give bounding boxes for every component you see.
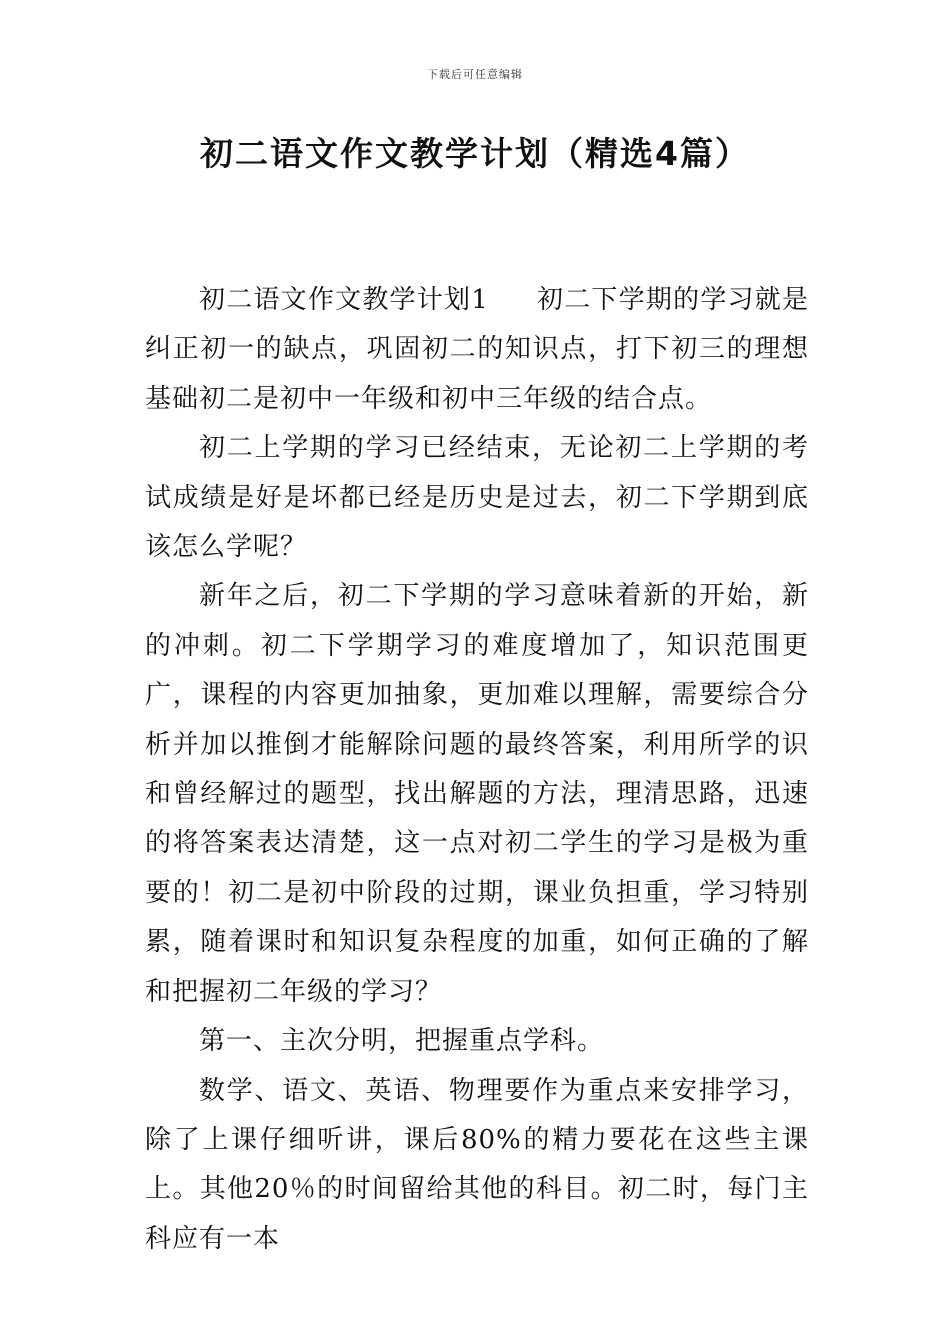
document-title: 初二语文作文教学计划（精选4篇）: [200, 134, 750, 173]
paragraph-1: [145, 276, 809, 424]
paragraph-3: 新年之后，初二下学期的学习意味着新的开始，新的冲刺。初二下学期学习的难度增加了，知识范围更广，课程的内容更加抽象，更加难以理解，需要综合分析并加以推倒才能解除问题的最终答案，利用所学的识和曾经解过的题型，找出解题的方法，理清思路，迅速的将答案表达清楚，这一点对初二学生的学习是极为重要的！初二是初中阶段的过期，课业负担重，学习特别累，随着课时和知识复杂程度的加重，如何正确的了解和把握初二年级的学习？: [145, 581, 809, 1007]
paragraph-text: 初二下学期的学习就是纠正初一的缺点，巩固初二的知识点，打下初三的理想基础初二是初中一年级和初中三年级的结合点。: [145, 285, 809, 414]
header-note: 下载后可任意编辑: [427, 68, 523, 81]
paragraph-4: 第一、主次分明，把握重点学科。: [199, 1026, 605, 1057]
section-heading: 初二语文作文教学计划1: [199, 285, 489, 315]
paragraph-5: 数学、语文、英语、物理要作为重点来安排学习，除了上课仔细听讲，课后80%的精力要花在这些主课上。其他20％的时间留给其他的科目。初二时，每门主科应有一本: [145, 1075, 809, 1254]
document-body: [145, 276, 809, 1264]
paragraph-2: 初二上学期的学习已经结束，无论初二上学期的考试成绩是好是坏都已经是历史是过去，初二下学期到底该怎么学呢？: [145, 433, 809, 563]
